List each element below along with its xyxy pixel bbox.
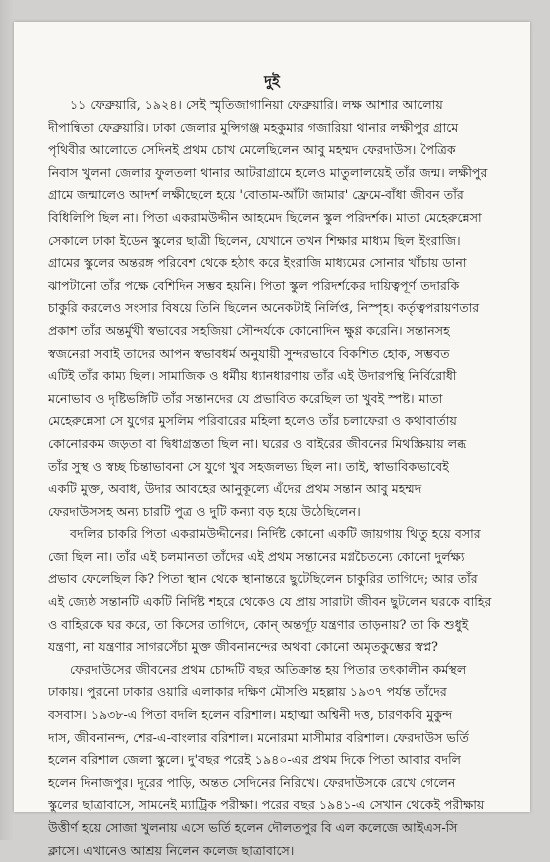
paragraph-2	[48, 523, 514, 659]
text-line: প্রকাশ তাঁর অন্তর্মুখী স্বভাবের সহজিয়া সৌন্দর্যকে কোনোদিন ক্ষুণ্ণ করেনি। সন্তানসহ	[48, 322, 450, 338]
text-line: স্কুলের ছাত্রাবাসে, সামনেই ম্যাট্রিক পরীক্ষা। পরের বছর ১৯৪১-এ সেখান থেকেই পরীক্ষায়	[48, 797, 485, 813]
paragraph-3	[48, 659, 514, 862]
chapter-title: দুই	[264, 72, 280, 90]
text-line: ফেরদাউসের জীবনের প্রথম চোদ্দটি বছর অতিক্রান্ত হয় পিতার তৎকালীন কর্মস্থল	[70, 661, 467, 677]
text-line: চাকুরি করলেও সংসার বিষয়ে তিনি ছিলেন অনেকটাই নির্লিপ্ত, নিস্পৃহ। কর্তৃত্বপরায়ণতার	[48, 300, 480, 316]
text-line: স্বজনেরা সবাই তাদের আপন স্বভাবধর্ম অনুযায়ী সুন্দরভাবে বিকশিত হোক, সম্ভবত	[48, 345, 450, 361]
text-line: মেহেরুন্নেসা সে যুগের মুসলিম পরিবারের মহিলা হলেও তাঁর চলাফেরা ও কথাবার্তায়	[48, 413, 457, 429]
text-line: সেকালে ঢাকা ইডেন স্কুলের ছাত্রী ছিলেন, যেখানে তখন শিক্ষার মাধ্যম ছিল ইংরাজি।	[48, 232, 461, 248]
body-text	[48, 94, 514, 862]
text-line: এটিই তাঁর কাম্য ছিল। সামাজিক ও ধর্মীয় ধ্যানধারণায় তাঁর এই উদারপন্থি নির্বিরোধী	[48, 368, 457, 384]
text-line: এই জ্যেষ্ঠ সন্তানটি একটি নির্দিষ্ট শহরে থেকেও যে প্রায় সারাটা জীবন ছুটলেন ঘরকে বাহির	[48, 594, 492, 610]
text-line: ঝাপটানো তাঁর পক্ষে বেশিদিন সম্ভব হয়নি। পিতা স্কুল পরিদর্শকের দায়িত্বপূর্ণ তদারকি	[48, 277, 460, 293]
text-line: একটি মুক্ত, অবাধ, উদার আবহের আনুকূল্যে এঁদের প্রথম সন্তান আবু মহম্মদ	[48, 481, 422, 497]
text-line: ফেরদাউসসহ অন্য চারটি পুত্র ও দুটি কন্যা বড় হয়ে উঠেছিলেন।	[48, 503, 361, 519]
text-line: যন্ত্রণা, না যন্ত্রণার সাগরসেঁচা মুক্ত জীবনানন্দের অথবা কোনো অমৃতকুম্ভের স্বপ্ন?	[48, 639, 438, 655]
text-line: বিধিলিপি ছিল না। পিতা একরামউদ্দীন আহমেদ ছিলেন স্কুল পরিদর্শক। মাতা মেহেরুন্নেসা	[48, 209, 482, 225]
text-line: মনোভাব ও দৃষ্টিভঙ্গিটি তাঁর সন্তানদের যে প্রভাবিত করেছিল তা খুবই স্পষ্ট। মাতা	[48, 390, 443, 406]
text-line: নিবাস খুলনা জেলার ফুলতলা থানার আটরাগ্রামে হলেও মাতুলালয়েই তাঁর জন্ম। লক্ষীপুর	[48, 164, 488, 180]
paragraph-1	[48, 94, 514, 523]
text-line: হলেন বরিশাল জেলা স্কুলে। দু'বছর পরেই ১৯৪০-এর প্রথম দিকে পিতা আবার বদলি	[48, 752, 462, 768]
text-line: ১১ ফেব্রুয়ারি, ১৯২৪। সেই স্মৃতিজাগানিয়া ফেব্রুয়ারি। লক্ষ আশার আলোয়	[70, 97, 443, 112]
text-line: দাস, জীবনানন্দ, শের-এ-বাংলার বরিশাল। মনোরমা মাসীমার বরিশাল। ফেরদাউস ভর্তি	[48, 729, 469, 745]
text-line: হলেন দিনাজপুর। দূরের পাড়ি, অন্তত সেদিনের নিরিখে। ফেরদাউসকে রেখে গেলেন	[48, 774, 456, 790]
text-line: গ্রামের স্কুলের অন্তরঙ্গ পরিবেশ থেকে হঠাৎ করে ইংরাজি মাধ্যমের সোনার খাঁচায় ডানা	[48, 255, 467, 271]
text-line: বসবাস। ১৯৩৮-এ পিতা বদলি হলেন বরিশাল। মহাত্মা অশ্বিনী দত্ত, চারণকবি মুকুন্দ	[48, 707, 453, 723]
text-line: দীপান্বিতা ফেব্রুয়ারি। ঢাকা জেলার মুন্সিগঞ্জ মহকুমার গজারিয়া থানার লক্ষীপুর গ্রামে	[48, 119, 459, 135]
text-line: ক্লাসে। এখানেও আশ্রয় নিলেন কলেজ ছাত্রাবাসে।	[48, 842, 295, 858]
text-line: ঢাকায়। পুরনো ঢাকার ওয়ারি এলাকার দক্ষিণ মৌসণ্ডি মহল্লায় ১৯৩৭ পর্যন্ত তাঁদের	[48, 684, 447, 700]
text-line: পৃথিবীর আলোতে সেদিনই প্রথম চোখ মেলেছিলেন আবু মহম্মদ ফেরদাউস। পৈত্রিক	[48, 142, 456, 158]
text-line: কোনোরকম জড়তা বা দ্বিধাগ্রস্ততা ছিল না। ঘরের ও বাইরের জীবনের মিথস্ক্রিয়ায় লব্ধ	[48, 435, 467, 451]
text-line: গ্রামে জন্মালেও আদর্শ লক্ষীছেলে হয়ে 'বোতাম-আঁটা জামার' ফ্রেমে-বাঁধা জীবন তাঁর	[48, 187, 464, 203]
book-page	[14, 22, 530, 858]
text-line: ও বাহিরকে ঘর করে, তা কিসের তাগিদে, কোন্ অন্তর্গূঢ় যন্ত্রণার তাড়নায়? তা কি শুধুই	[48, 616, 469, 632]
text-line: প্রভাব ফেলেছিল কি? পিতা স্থান থেকে স্থানান্তরে ছুটেছিলেন চাকুরির তাগিদে; আর তাঁর	[48, 571, 478, 587]
text-line: বদলির চাকরি পিতা একরামউদ্দীনের। নির্দিষ্ট কোনো একটি জায়গায় থিতু হয়ে বসার	[70, 526, 481, 542]
text-line: উত্তীর্ণ হয়ে সোজা খুলনায় এসে ভর্তি হলেন দৌলতপুর বি এল কলেজে আইএস-সি	[48, 820, 458, 835]
text-line: তাঁর সুস্থ ও স্বচ্ছ চিন্তাভাবনা সে যুগে খুব সহজলভ্য ছিল না। তাই, স্বাভাবিকভাবেই	[48, 458, 449, 474]
text-line: জো ছিল না। তাঁর এই চলমানতা তাঁদের এই প্রথম সন্তানের মগ্নচৈতন্যে কোনো দুর্লক্ষ্য	[48, 548, 465, 564]
page-gutter-shadow	[0, 0, 14, 840]
